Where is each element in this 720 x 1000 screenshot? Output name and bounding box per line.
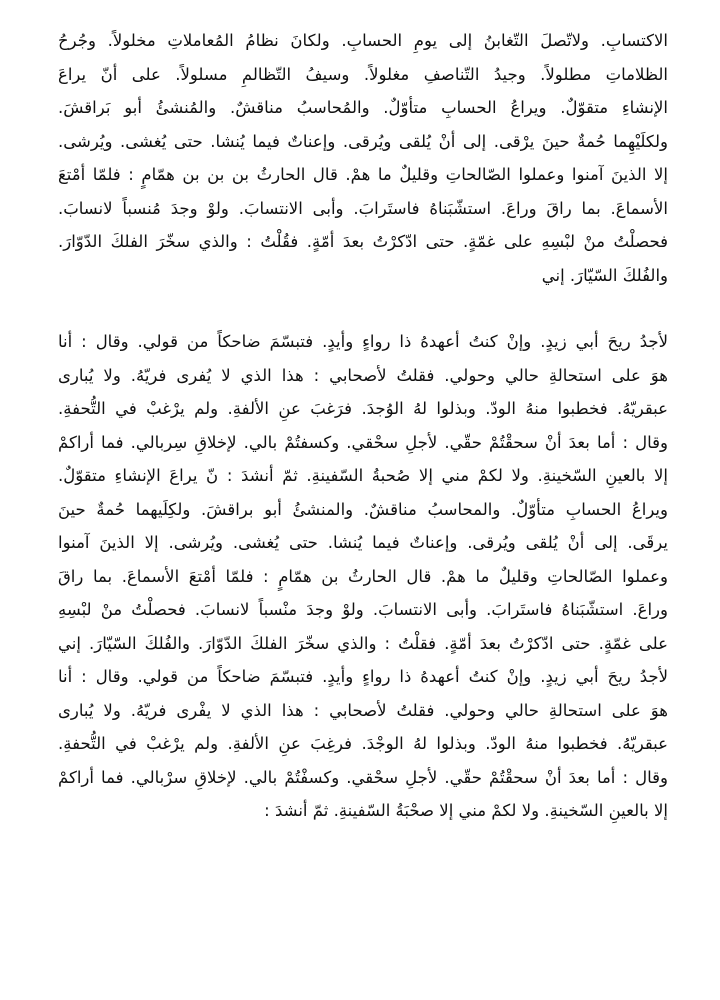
text-line: عبقريّهُ. فخطبوا منهُ الودّ. وبذلوا لهُ الوُجدَ. فرَغبَ عنِ الألفةِ. ولم يرْغبْ في التُّحفةِ. (58, 399, 668, 418)
text-line: لأجدُ ريحَ أبي زيدٍ. وإنْ كنتُ أعهدهُ ذا رواءٍ وأيدٍ. فتبسّمَ ضاحكاً من قولي. وقال : أنا (58, 332, 668, 351)
text-line: ولكلَيْهِما حُمةٌ حينَ يرْقى. إلى أنْ يُلقى ويُرقى. وإعناتٌ فيما يُنشا. حتى يُغشى. ويُرشى. (58, 131, 668, 151)
text-line: ويراعُ الحسابِ متأوّلٌ. والمحاسبُ مناقشٌ. والمنشئُ أبو براقشَ. ولكِلَيهما حُمةٌ حينَ (58, 499, 668, 519)
text-line: والفُلكَ السّيّارَ. إني (541, 265, 668, 285)
text-line: هوَ على استحالةِ حالي وحولي. فقلتُ لأصحابي : هذا الذي لا يفْرى فريّهُ. ولا يُبارى (58, 700, 668, 720)
text-line: إلا بالعينِ السّخينةِ. ولا لكمْ مني إلا صحْبَةُ السّفينةِ. ثمّ أنشدَ : (264, 801, 668, 820)
paragraph-1 (58, 24, 668, 292)
text-line: وراعَ. استشّبَناهُ فاستَرابَ. وأبى الانتسابَ. ولوْ وجدَ منْسباً لانسابَ. فحصلْتُ منْ لبْسِهِ (58, 600, 668, 619)
text-line: الاكتسابِ. ولاتّصلَ التّغابنُ إلى يومِ الحسابِ. ولكانَ نظامُ المُعاملاتِ مخلولاً. وجُرحُ (58, 31, 668, 50)
text-line: على غمّةٍ. حتى ادّكرْتُ بعدَ أمّةٍ. فقلْتُ : والذي سخّرَ الفلكَ الدّوّارَ. والفُلكَ السّيّارَ. إني (58, 633, 668, 653)
text-line: فحصلْتُ منْ لبْسِهِ على غمّةٍ. حتى ادّكرْتُ بعدَ أمّةٍ. فقُلْتُ : والذي سخّرَ الفلكَ الدّوّارَ. (58, 232, 668, 251)
text-line: وعملوا الصّالحاتِ وقليلٌ ما همْ. قال الحارثُ بن همّامٍ : فلمّا أمْتعَ الأسماعَ. بما راقَ (58, 566, 668, 586)
text-line: إلا الذينَ آمنوا وعملوا الصّالحاتِ وقليلٌ ما همْ. قال الحارثُ بن بن بن همّامٍ : فلمّا أمْتعَ (58, 165, 668, 184)
document-page (58, 24, 668, 828)
text-line: وقال : أما بعدَ أنْ سحقْتُمْ حقّي. لأجلِ سحْقي. وكسفْتُمْ بالي. لإخلاقِ سرْبالي. فما أراكمْ (58, 767, 668, 787)
text-line: عبقريّهُ. فخطبوا منهُ الودّ. وبذلوا لهُ الوجْدَ. فرغِبَ عنِ الألفةِ. ولم يرْغبْ في التُّحفةِ. (58, 734, 668, 753)
text-line: وقال : أما بعدَ أنْ سحقْتُمْ حقّي. لأجلِ سحْقي. وكسفتُمْ بالي. لإخلاقِ سِربالي. فما أراكمْ (58, 432, 668, 452)
text-line: الأسماعَ. بما راقَ وراعَ. استشّبَناهُ فاستَرابَ. وأبى الانتسابَ. ولوْ وجدَ مُنسباً لانسابَ. (58, 198, 668, 218)
text-line: يرقَى. إلى أنْ يُلقى ويُرقى. وإعناتٌ فيما يُنشا. حتى يُغشى. ويُرشى. إلا الذينَ آمنوا (58, 533, 668, 552)
paragraph-2 (58, 325, 668, 828)
text-line: هوَ على استحالةِ حالي وحولي. فقلتُ لأصحابي : هذا الذي لا يُفرى فريّهُ. ولا يُبارى (58, 365, 668, 385)
text-line: الظلاماتِ مطلولاً. وجيدُ التّناصفِ مغلولاً. وسيفُ التّظالمِ مسلولاً. على أنّ يراعَ (58, 64, 668, 84)
paragraph-spacer (58, 292, 668, 325)
text-line: لأجدُ ريحَ أبي زيدٍ. وإنْ كنتُ أعهدهُ ذا رواءٍ وأيدٍ. فتبسّمَ ضاحكاً من قولي. وقال : أنا (58, 667, 668, 686)
text-line: الإنشاءِ متقوّلٌ. ويراعُ الحسابِ متأوّلٌ. والمُحاسبُ مناقشٌ. والمُنشئُ أبو بَراقشَ. (58, 98, 668, 117)
text-line: إلا بالعينِ السّخينةِ. ولا لكمْ مني إلا صُحبةُ السّفينةِ. ثمّ أنشدَ : نّ يراعَ الإنشاءِ متقوّلٌ. (58, 466, 668, 485)
